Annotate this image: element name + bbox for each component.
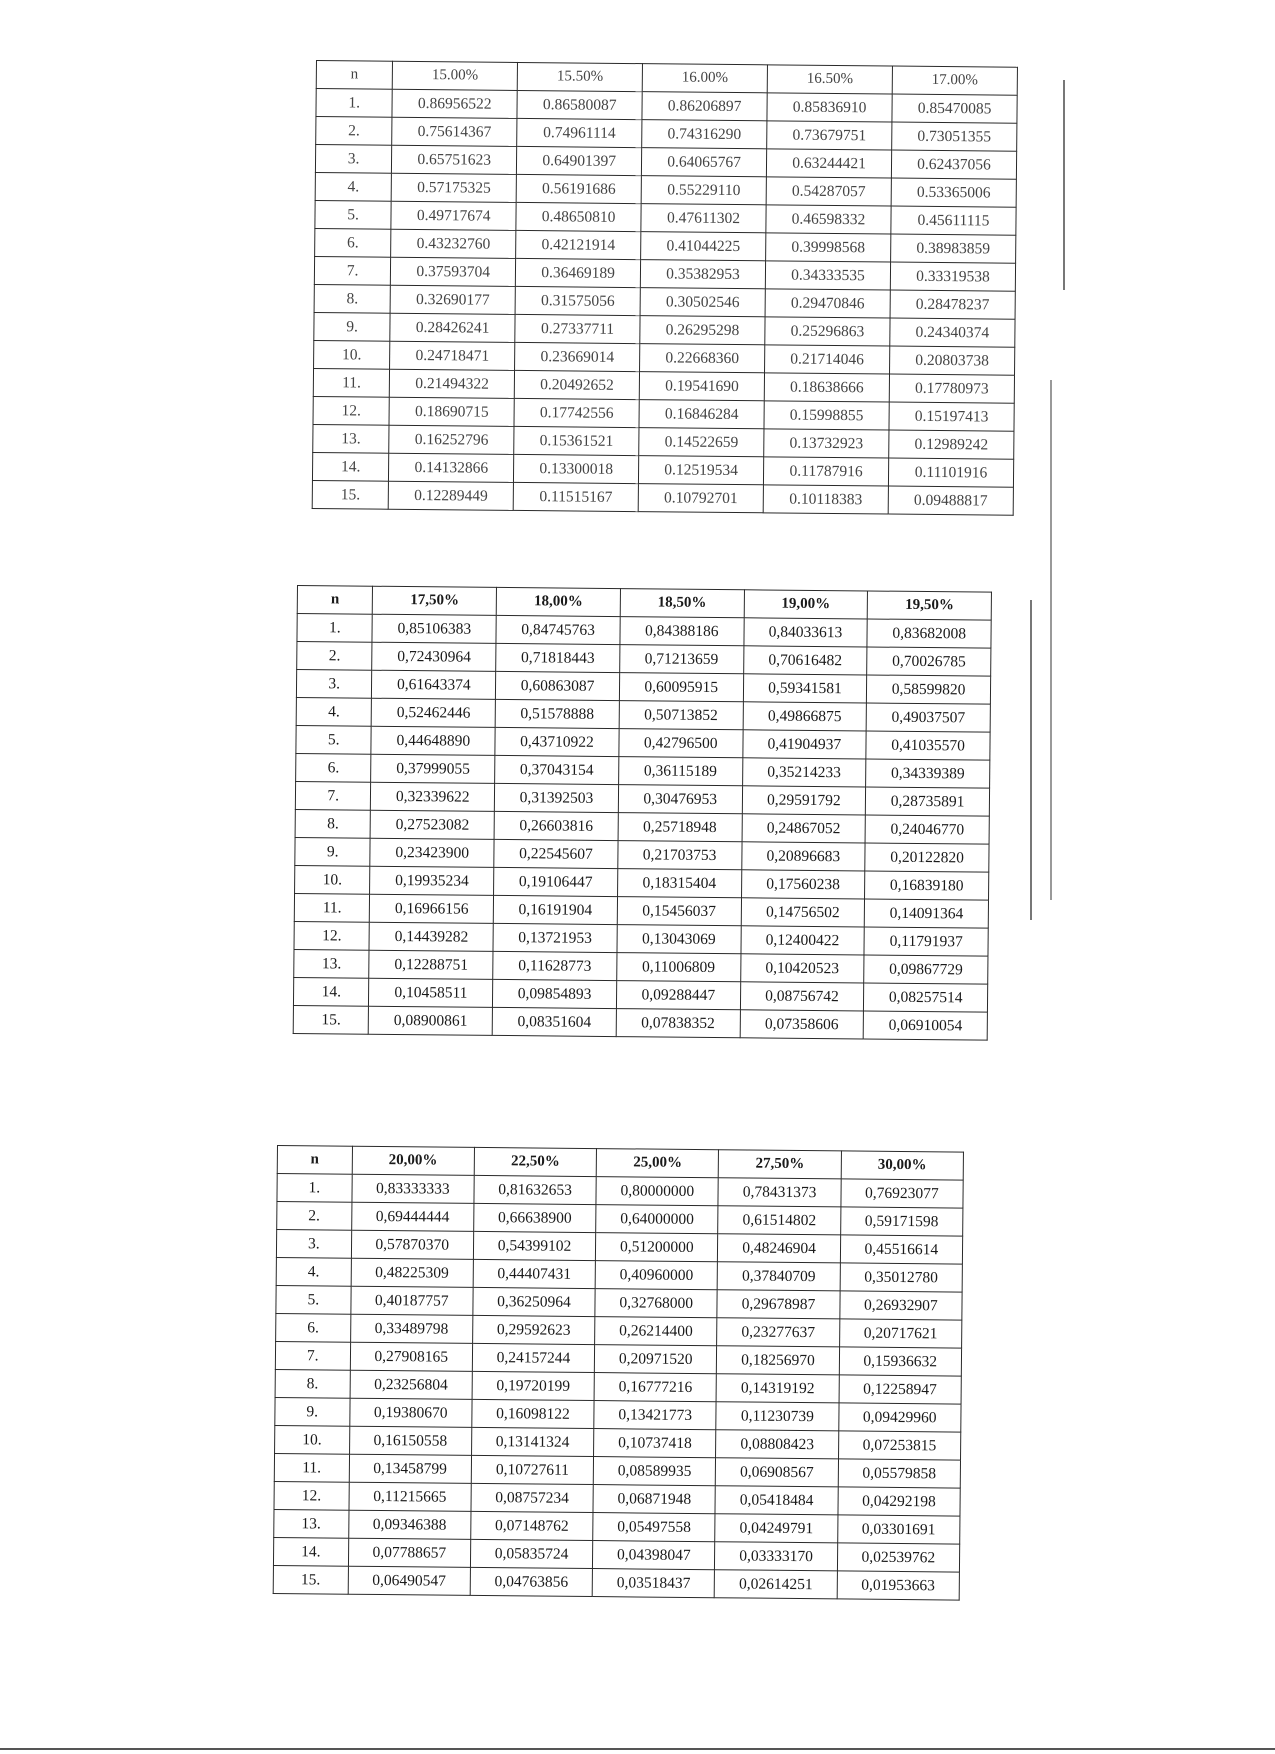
period-cell: 14. — [293, 977, 369, 1006]
factor-cell: 0,36250964 — [473, 1287, 596, 1316]
factor-cell: 0,14756502 — [741, 898, 865, 927]
period-cell: 1. — [316, 89, 392, 118]
period-cell: 6. — [296, 753, 372, 782]
factor-cell: 0,41904937 — [742, 730, 866, 759]
factor-cell: 0,21703753 — [618, 841, 742, 870]
factor-cell: 0,29591792 — [742, 786, 866, 815]
column-header-rate: 18,00% — [496, 587, 620, 616]
factor-cell: 0.62437056 — [891, 150, 1016, 179]
factor-cell: 0,08589935 — [593, 1457, 716, 1486]
factor-cell: 0.64901397 — [517, 146, 642, 175]
period-cell: 14. — [273, 1537, 348, 1566]
factor-cell: 0.11515167 — [513, 482, 638, 511]
factor-cell: 0.35382953 — [640, 260, 765, 289]
factor-cell: 0,76923077 — [841, 1179, 964, 1208]
factor-cell: 0,08808423 — [716, 1430, 839, 1459]
factor-cell: 0,12400422 — [741, 926, 865, 955]
factor-cell: 0,60863087 — [496, 671, 620, 700]
factor-cell: 0.56191686 — [516, 174, 641, 203]
factor-cell: 0.20492652 — [514, 370, 639, 399]
factor-cell: 0,40187757 — [350, 1286, 473, 1315]
factor-cell: 0.47611302 — [641, 204, 766, 233]
factor-cell: 0,10458511 — [369, 978, 493, 1007]
factor-cell: 0,49866875 — [743, 702, 867, 731]
factor-cell: 0,08756742 — [740, 982, 864, 1011]
period-cell: 2. — [297, 642, 373, 671]
factor-cell: 0,80000000 — [596, 1177, 719, 1206]
column-header-rate: 27,50% — [719, 1150, 842, 1179]
factor-cell: 0.85836910 — [767, 93, 892, 122]
factor-cell: 0.19541690 — [639, 372, 764, 401]
factor-cell: 0.24340374 — [890, 318, 1015, 347]
period-cell: 9. — [275, 1397, 350, 1426]
table-row — [293, 1005, 987, 1040]
factor-cell: 0,30476953 — [618, 785, 742, 814]
factor-cell: 0,71818443 — [496, 643, 620, 672]
column-header-rate: 19,50% — [867, 591, 991, 620]
factor-cell: 0,36115189 — [618, 757, 742, 786]
factor-cell: 0,24046770 — [865, 815, 989, 844]
factor-cell: 0.74961114 — [517, 118, 642, 147]
column-header-rate: 17,50% — [373, 586, 497, 615]
period-cell: 8. — [275, 1369, 350, 1398]
factor-cell: 0,20896683 — [741, 842, 865, 871]
factor-cell: 0,50713852 — [619, 701, 743, 730]
factor-cell: 0,07838352 — [616, 1009, 740, 1038]
factor-cell: 0,19720199 — [472, 1371, 595, 1400]
factor-cell: 0.48650810 — [516, 202, 641, 231]
factor-cell: 0.26295298 — [640, 316, 765, 345]
factor-cell: 0,70026785 — [867, 647, 991, 676]
factor-cell: 0.34333535 — [765, 261, 890, 290]
factor-cell: 0,03518437 — [592, 1569, 715, 1598]
discount-table-1 — [312, 60, 1018, 516]
factor-cell: 0.21494322 — [390, 369, 515, 398]
period-cell: 8. — [295, 809, 371, 838]
period-cell: 8. — [314, 284, 390, 313]
period-cell: 15. — [273, 1565, 348, 1594]
factor-cell: 0.32690177 — [390, 285, 515, 314]
factor-cell: 0.12519534 — [639, 456, 764, 485]
period-cell: 9. — [295, 837, 371, 866]
factor-cell: 0.41044225 — [641, 232, 766, 261]
factor-cell: 0,13458799 — [349, 1454, 472, 1483]
period-cell: 13. — [294, 949, 370, 978]
factor-cell: 0.74316290 — [642, 120, 767, 149]
factor-cell: 0,54399102 — [473, 1231, 596, 1260]
factor-cell: 0,26932907 — [840, 1291, 963, 1320]
factor-cell: 0,06490547 — [348, 1566, 471, 1595]
factor-cell: 0,19935234 — [370, 866, 494, 895]
column-header-rate: 16.50% — [767, 65, 892, 94]
factor-cell: 0,13141324 — [471, 1427, 594, 1456]
factor-cell: 0,09429960 — [838, 1403, 961, 1432]
factor-cell: 0.49717674 — [391, 201, 516, 230]
factor-cell: 0,40960000 — [595, 1261, 718, 1290]
factor-cell: 0,32339622 — [371, 782, 495, 811]
factor-cell: 0.13300018 — [514, 454, 639, 483]
factor-cell: 0.14522659 — [639, 428, 764, 457]
factor-cell: 0.13732923 — [764, 429, 889, 458]
factor-cell: 0,04249791 — [715, 1514, 838, 1543]
period-cell: 1. — [277, 1174, 352, 1203]
factor-cell: 0,37043154 — [495, 755, 619, 784]
factor-cell: 0,06871948 — [593, 1485, 716, 1514]
factor-cell: 0,59341581 — [743, 674, 867, 703]
factor-cell: 0,43710922 — [495, 727, 619, 756]
factor-cell: 0,13043069 — [617, 925, 741, 954]
factor-cell: 0,19380670 — [349, 1398, 472, 1427]
factor-cell: 0,27908165 — [350, 1342, 473, 1371]
period-cell: 5. — [296, 725, 372, 754]
factor-cell: 0,14319192 — [716, 1374, 839, 1403]
factor-cell: 0.15197413 — [889, 402, 1014, 431]
factor-cell: 0,48225309 — [351, 1258, 474, 1287]
factor-cell: 0,05835724 — [470, 1539, 593, 1568]
factor-cell: 0.46598332 — [766, 205, 891, 234]
factor-cell: 0,51200000 — [596, 1233, 719, 1262]
factor-cell: 0,28735891 — [866, 787, 990, 816]
factor-cell: 0,10420523 — [740, 954, 864, 983]
factor-cell: 0,23256804 — [350, 1370, 473, 1399]
factor-cell: 0,31392503 — [495, 783, 619, 812]
period-cell: 10. — [295, 865, 371, 894]
factor-cell: 0.25296863 — [765, 317, 890, 346]
factor-cell: 0,08757234 — [471, 1483, 594, 1512]
factor-cell: 0.14132866 — [389, 453, 514, 482]
factor-cell: 0.12289449 — [388, 481, 513, 510]
factor-cell: 0.15998855 — [764, 401, 889, 430]
column-header-rate: 30,00% — [841, 1151, 964, 1180]
factor-cell: 0.21714046 — [765, 345, 890, 374]
factor-cell: 0,58599820 — [867, 675, 991, 704]
factor-cell: 0.11101916 — [888, 458, 1013, 487]
factor-cell: 0.64065767 — [642, 148, 767, 177]
factor-cell: 0.75614367 — [392, 117, 517, 146]
factor-cell: 0.73051355 — [892, 122, 1017, 151]
factor-cell: 0,20971520 — [594, 1345, 717, 1374]
period-cell: 12. — [274, 1481, 349, 1510]
factor-cell: 0,27523082 — [371, 810, 495, 839]
table-row — [312, 480, 1013, 515]
factor-cell: 0,10737418 — [594, 1429, 717, 1458]
factor-cell: 0,41035570 — [866, 731, 990, 760]
period-cell: 7. — [295, 781, 371, 810]
period-cell: 4. — [296, 697, 372, 726]
factor-cell: 0,20122820 — [865, 843, 989, 872]
factor-cell: 0,07788657 — [348, 1538, 471, 1567]
factor-cell: 0.42121914 — [516, 230, 641, 259]
factor-cell: 0,18315404 — [617, 869, 741, 898]
factor-cell: 0,78431373 — [718, 1178, 841, 1207]
column-header-n: n — [316, 61, 392, 90]
factor-cell: 0,83682008 — [867, 619, 991, 648]
factor-cell: 0.43232760 — [391, 229, 516, 258]
factor-cell: 0,84745763 — [496, 615, 620, 644]
factor-cell: 0,33489798 — [350, 1314, 473, 1343]
factor-cell: 0.36469189 — [516, 258, 641, 287]
period-cell: 15. — [293, 1005, 369, 1034]
period-cell: 11. — [294, 893, 370, 922]
factor-cell: 0.86580087 — [517, 90, 642, 119]
factor-cell: 0,17560238 — [741, 870, 865, 899]
period-cell: 11. — [274, 1453, 349, 1482]
factor-cell: 0,05579858 — [838, 1459, 961, 1488]
column-header-rate: 15.50% — [517, 62, 642, 91]
period-cell: 12. — [294, 921, 370, 950]
factor-cell: 0.63244421 — [766, 149, 891, 178]
factor-cell: 0.09488817 — [888, 486, 1013, 515]
column-header-rate: 20,00% — [352, 1146, 475, 1175]
factor-cell: 0.18638666 — [764, 373, 889, 402]
period-cell: 9. — [314, 312, 390, 341]
column-header-rate: 19,00% — [744, 590, 868, 619]
factor-cell: 0.86206897 — [642, 92, 767, 121]
scan-artifact-line — [1050, 380, 1052, 900]
factor-cell: 0,15936632 — [839, 1347, 962, 1376]
period-cell: 10. — [314, 340, 390, 369]
factor-cell: 0.22668360 — [640, 344, 765, 373]
factor-cell: 0,16777216 — [594, 1373, 717, 1402]
factor-cell: 0,61643374 — [372, 670, 496, 699]
period-cell: 6. — [315, 228, 391, 257]
factor-cell: 0,69444444 — [351, 1202, 474, 1231]
factor-cell: 0,44648890 — [371, 726, 495, 755]
factor-cell: 0,85106383 — [372, 614, 496, 643]
factor-cell: 0,09867729 — [864, 955, 988, 984]
factor-cell: 0,37840709 — [718, 1262, 841, 1291]
factor-cell: 0,08900861 — [369, 1006, 493, 1035]
factor-cell: 0,45516614 — [840, 1235, 963, 1264]
factor-cell: 0,42796500 — [619, 729, 743, 758]
scan-artifact-line — [1030, 600, 1032, 920]
factor-cell: 0,03333170 — [715, 1542, 838, 1571]
factor-cell: 0.37593704 — [391, 257, 516, 286]
column-header-rate: 22,50% — [474, 1147, 597, 1176]
factor-cell: 0.20803738 — [889, 346, 1014, 375]
factor-cell: 0.29470846 — [765, 289, 890, 318]
factor-cell: 0,08257514 — [864, 983, 988, 1012]
factor-cell: 0,13421773 — [594, 1401, 717, 1430]
factor-cell: 0,09854893 — [493, 979, 617, 1008]
period-cell: 2. — [316, 117, 392, 146]
factor-cell: 0,12288751 — [369, 950, 493, 979]
factor-cell: 0.12989242 — [889, 430, 1014, 459]
factor-cell: 0,57870370 — [351, 1230, 474, 1259]
factor-cell: 0.28478237 — [890, 290, 1015, 319]
factor-cell: 0,24157244 — [472, 1343, 595, 1372]
factor-cell: 0,64000000 — [596, 1205, 719, 1234]
column-header-rate: 15.00% — [392, 61, 517, 90]
factor-cell: 0,02614251 — [715, 1570, 838, 1599]
period-cell: 10. — [275, 1425, 350, 1454]
factor-cell: 0,16191904 — [493, 895, 617, 924]
scan-bottom-edge — [0, 1748, 1275, 1750]
factor-cell: 0.17742556 — [514, 398, 639, 427]
factor-cell: 0.15361521 — [514, 426, 639, 455]
factor-cell: 0.33319538 — [890, 262, 1015, 291]
factor-cell: 0,59171598 — [840, 1207, 963, 1236]
period-cell: 14. — [312, 452, 388, 481]
discount-table-3 — [273, 1145, 964, 1601]
factor-cell: 0,04763856 — [470, 1567, 593, 1596]
factor-cell: 0,22545607 — [494, 839, 618, 868]
factor-cell: 0.73679751 — [767, 121, 892, 150]
factor-cell: 0,23277637 — [717, 1318, 840, 1347]
factor-cell: 0.24718471 — [390, 341, 515, 370]
factor-cell: 0.54287057 — [766, 177, 891, 206]
factor-cell: 0,14091364 — [865, 899, 989, 928]
period-cell: 5. — [315, 200, 391, 229]
factor-cell: 0,11628773 — [493, 951, 617, 980]
factor-cell: 0,07148762 — [471, 1511, 594, 1540]
factor-cell: 0.27337711 — [515, 314, 640, 343]
factor-cell: 0,09346388 — [348, 1510, 471, 1539]
period-cell: 3. — [276, 1230, 351, 1259]
period-cell: 3. — [315, 145, 391, 174]
period-cell: 1. — [297, 614, 373, 643]
period-cell: 2. — [277, 1202, 352, 1231]
factor-cell: 0.53365006 — [891, 178, 1016, 207]
factor-cell: 0,29678987 — [717, 1290, 840, 1319]
factor-cell: 0.85470085 — [892, 94, 1017, 123]
factor-cell: 0,02539762 — [837, 1543, 960, 1572]
factor-cell: 0,18256970 — [717, 1346, 840, 1375]
factor-cell: 0.57175325 — [391, 173, 516, 202]
factor-cell: 0,20717621 — [839, 1319, 962, 1348]
column-header-n: n — [277, 1146, 352, 1175]
factor-cell: 0,16150558 — [349, 1426, 472, 1455]
factor-cell: 0,11230739 — [716, 1402, 839, 1431]
factor-cell: 0,15456037 — [617, 897, 741, 926]
factor-cell: 0.18690715 — [389, 397, 514, 426]
factor-cell: 0.16846284 — [639, 400, 764, 429]
factor-cell: 0,70616482 — [743, 646, 867, 675]
factor-cell: 0,11006809 — [617, 953, 741, 982]
factor-cell: 0.10118383 — [763, 485, 888, 514]
factor-cell: 0,25718948 — [618, 813, 742, 842]
factor-cell: 0,19106447 — [494, 867, 618, 896]
factor-cell: 0.16252796 — [389, 425, 514, 454]
period-cell: 5. — [276, 1285, 351, 1314]
factor-cell: 0,84033613 — [744, 618, 868, 647]
factor-cell: 0,11215665 — [349, 1482, 472, 1511]
factor-cell: 0.28426241 — [390, 313, 515, 342]
factor-cell: 0,07253815 — [838, 1431, 961, 1460]
factor-cell: 0,49037507 — [866, 703, 990, 732]
factor-cell: 0,72430964 — [372, 642, 496, 671]
factor-cell: 0,35012780 — [840, 1263, 963, 1292]
factor-cell: 0.86956522 — [392, 89, 517, 118]
factor-cell: 0,06908567 — [716, 1458, 839, 1487]
factor-cell: 0.11787916 — [763, 457, 888, 486]
column-header-n: n — [297, 586, 373, 615]
period-cell: 4. — [315, 172, 391, 201]
period-cell: 4. — [276, 1257, 351, 1286]
factor-cell: 0,10727611 — [471, 1455, 594, 1484]
factor-cell: 0,06910054 — [863, 1011, 987, 1040]
factor-cell: 0.30502546 — [640, 288, 765, 317]
factor-cell: 0,04292198 — [838, 1487, 961, 1516]
period-cell: 6. — [276, 1313, 351, 1342]
factor-cell: 0,32768000 — [595, 1289, 718, 1318]
factor-cell: 0,51578888 — [495, 699, 619, 728]
factor-cell: 0,29592623 — [472, 1315, 595, 1344]
factor-cell: 0,44407431 — [473, 1259, 596, 1288]
factor-cell: 0,66638900 — [474, 1203, 597, 1232]
factor-cell: 0.38983859 — [891, 234, 1016, 263]
factor-cell: 0.31575056 — [515, 286, 640, 315]
factor-cell: 0,05497558 — [593, 1513, 716, 1542]
factor-cell: 0,71213659 — [620, 645, 744, 674]
factor-cell: 0.23669014 — [515, 342, 640, 371]
factor-cell: 0,26214400 — [595, 1317, 718, 1346]
factor-cell: 0,05418484 — [715, 1486, 838, 1515]
factor-cell: 0.39998568 — [766, 233, 891, 262]
period-cell: 7. — [314, 256, 390, 285]
column-header-rate: 16.00% — [642, 64, 767, 93]
column-header-rate: 25,00% — [596, 1149, 719, 1178]
factor-cell: 0,08351604 — [492, 1007, 616, 1036]
factor-cell: 0.17780973 — [889, 374, 1014, 403]
factor-cell: 0.55229110 — [641, 176, 766, 205]
discount-table-2 — [293, 585, 992, 1041]
period-cell: 13. — [313, 424, 389, 453]
factor-cell: 0,48246904 — [718, 1234, 841, 1263]
column-header-rate: 17.00% — [892, 66, 1017, 95]
period-cell: 15. — [312, 480, 388, 509]
factor-cell: 0.45611115 — [891, 206, 1016, 235]
factor-cell: 0,16098122 — [472, 1399, 595, 1428]
factor-cell: 0,12258947 — [839, 1375, 962, 1404]
factor-cell: 0.65751623 — [392, 145, 517, 174]
factor-cell: 0,26603816 — [494, 811, 618, 840]
period-cell: 7. — [275, 1341, 350, 1370]
factor-cell: 0,81632653 — [474, 1175, 597, 1204]
column-header-rate: 18,50% — [620, 589, 744, 618]
factor-cell: 0,84388186 — [620, 617, 744, 646]
factor-cell: 0,35214233 — [742, 758, 866, 787]
factor-cell: 0,01953663 — [837, 1571, 960, 1600]
factor-cell: 0,09288447 — [616, 981, 740, 1010]
factor-cell: 0,11791937 — [864, 927, 988, 956]
period-cell: 11. — [313, 368, 389, 397]
factor-cell: 0,60095915 — [619, 673, 743, 702]
period-cell: 3. — [296, 670, 372, 699]
factor-cell: 0,04398047 — [593, 1541, 716, 1570]
factor-cell: 0,34339389 — [866, 759, 990, 788]
factor-cell: 0.10792701 — [638, 484, 763, 513]
factor-cell: 0,13721953 — [493, 923, 617, 952]
period-cell: 12. — [313, 396, 389, 425]
factor-cell: 0,61514802 — [718, 1206, 841, 1235]
factor-cell: 0,24867052 — [742, 814, 866, 843]
factor-cell: 0,07358606 — [740, 1010, 864, 1039]
factor-cell: 0,37999055 — [371, 754, 495, 783]
factor-cell: 0,03301691 — [837, 1515, 960, 1544]
factor-cell: 0,23423900 — [370, 838, 494, 867]
factor-cell: 0,52462446 — [372, 698, 496, 727]
factor-cell: 0,16966156 — [370, 894, 494, 923]
period-cell: 13. — [274, 1509, 349, 1538]
scan-artifact-line — [1063, 80, 1065, 290]
factor-cell: 0,16839180 — [865, 871, 989, 900]
factor-cell: 0,83333333 — [352, 1174, 475, 1203]
factor-cell: 0,14439282 — [369, 922, 493, 951]
table-row — [273, 1565, 959, 1600]
